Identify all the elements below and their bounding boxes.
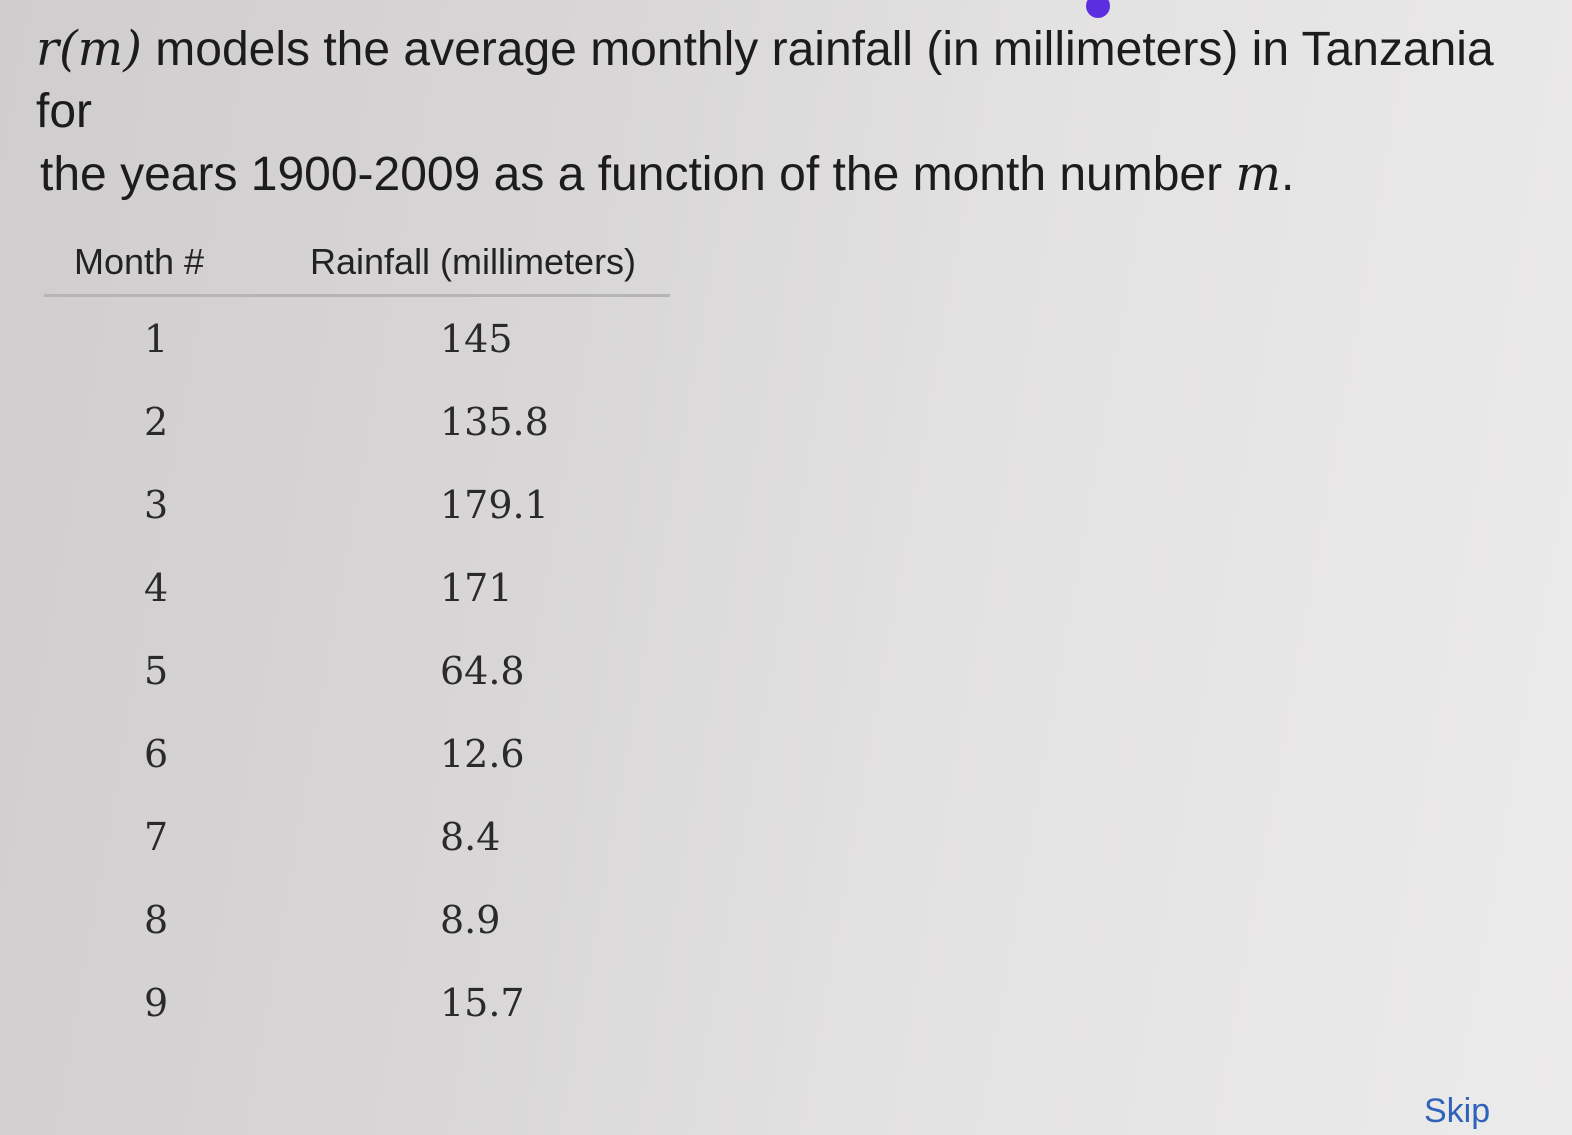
table-row: [44, 546, 670, 629]
question-line-1: [36, 18, 1516, 143]
question-line-2: [36, 143, 1516, 206]
table-row: [44, 795, 670, 878]
question-text-1: models the average monthly rainfall (in millimeters) in Tanzania for: [36, 23, 1494, 138]
question-end-punct: .: [1280, 148, 1295, 201]
cell-rainfall: 8.9: [440, 897, 501, 942]
rainfall-table: [44, 230, 670, 1044]
cell-month: 4: [144, 565, 169, 610]
cell-rainfall: 8.4: [440, 814, 501, 859]
cell-month: 6: [144, 731, 169, 776]
skip-link[interactable]: Skip: [1424, 1092, 1491, 1130]
header-month: Month #: [44, 230, 310, 296]
cell-rainfall: 12.6: [440, 731, 525, 776]
cell-rainfall: 179.1: [440, 482, 549, 527]
cell-rainfall: 135.8: [440, 399, 549, 444]
cell-rainfall: 145: [440, 316, 513, 361]
cell-month: 8: [144, 897, 169, 942]
cell-month: 5: [144, 648, 169, 693]
cell-rainfall: 15.7: [440, 980, 525, 1025]
question-prompt: [36, 18, 1516, 206]
cell-rainfall: 64.8: [440, 648, 525, 693]
table-row: [44, 961, 670, 1044]
function-notation: r(m): [36, 21, 142, 77]
table-row: [44, 296, 670, 381]
cell-month: 2: [144, 399, 169, 444]
progress-dot: [1086, 0, 1110, 18]
table-row: [44, 463, 670, 546]
cell-rainfall: 171: [440, 565, 513, 610]
table-row: [44, 712, 670, 795]
table-row: [44, 878, 670, 961]
table-row: [44, 380, 670, 463]
header-rainfall: Rainfall (millimeters): [310, 230, 670, 296]
cell-month: 3: [144, 482, 169, 527]
cell-month: 1: [144, 316, 169, 361]
table-header-row: [44, 230, 670, 296]
table-row: [44, 629, 670, 712]
cell-month: 9: [144, 980, 169, 1025]
cell-month: 7: [144, 814, 169, 859]
variable-m: m: [1235, 146, 1281, 202]
question-text-2: the years 1900-2009 as a function of the month number: [40, 148, 1236, 201]
